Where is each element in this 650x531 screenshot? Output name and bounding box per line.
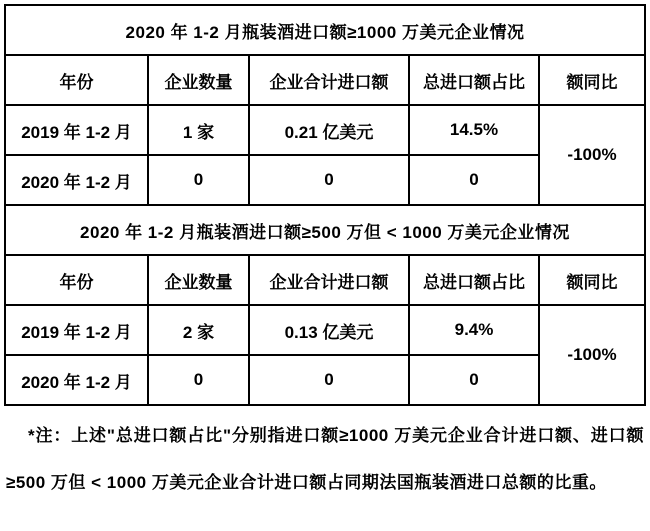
table2-header-row bbox=[5, 255, 645, 305]
table2-2019-share: 9.4% bbox=[409, 305, 539, 355]
table2-row-2019 bbox=[5, 305, 645, 355]
table2-2020-year: 2020 年 1-2 月 bbox=[5, 355, 148, 405]
table2-2020-share: 0 bbox=[409, 355, 539, 405]
table1-header-company-count: 企业数量 bbox=[148, 55, 249, 105]
table1-2019-year: 2019 年 1-2 月 bbox=[5, 105, 148, 155]
table2-title: 2020 年 1-2 月瓶装酒进口额≥500 万但 < 1000 万美元企业情况 bbox=[5, 205, 645, 255]
table1-header-year: 年份 bbox=[5, 55, 148, 105]
table1-header-row bbox=[5, 55, 645, 105]
table1-2019-share: 14.5% bbox=[409, 105, 539, 155]
wine-import-table bbox=[4, 4, 646, 406]
table2-header-yoy: 额同比 bbox=[539, 255, 645, 305]
table1-title-row bbox=[5, 5, 645, 55]
table1-row-2019 bbox=[5, 105, 645, 155]
table1-header-total-import: 企业合计进口额 bbox=[249, 55, 409, 105]
table1-2020-share: 0 bbox=[409, 155, 539, 205]
table2-2019-total: 0.13 亿美元 bbox=[249, 305, 409, 355]
table2-2020-total: 0 bbox=[249, 355, 409, 405]
table1-header-yoy: 额同比 bbox=[539, 55, 645, 105]
table2-2019-count: 2 家 bbox=[148, 305, 249, 355]
table2-yoy-value: -100% bbox=[539, 305, 645, 405]
table2-title-row bbox=[5, 205, 645, 255]
table2-header-year: 年份 bbox=[5, 255, 148, 305]
table1-2019-count: 1 家 bbox=[148, 105, 249, 155]
table1-yoy-value: -100% bbox=[539, 105, 645, 205]
table1-2020-total: 0 bbox=[249, 155, 409, 205]
table2-2019-year: 2019 年 1-2 月 bbox=[5, 305, 148, 355]
table1-header-import-share: 总进口额占比 bbox=[409, 55, 539, 105]
table1-2019-total: 0.21 亿美元 bbox=[249, 105, 409, 155]
table2-header-import-share: 总进口额占比 bbox=[409, 255, 539, 305]
footnote-text: *注：上述"总进口额占比"分别指进口额≥1000 万美元企业合计进口额、进口额≥500 万但 < 1000 万美元企业合计进口额占同期法国瓶装酒进口总额的比重。 bbox=[6, 426, 644, 492]
table2-header-total-import: 企业合计进口额 bbox=[249, 255, 409, 305]
table1-2020-count: 0 bbox=[148, 155, 249, 205]
table2-header-company-count: 企业数量 bbox=[148, 255, 249, 305]
table2-2020-count: 0 bbox=[148, 355, 249, 405]
table1-title: 2020 年 1-2 月瓶装酒进口额≥1000 万美元企业情况 bbox=[5, 5, 645, 55]
table1-2020-year: 2020 年 1-2 月 bbox=[5, 155, 148, 205]
